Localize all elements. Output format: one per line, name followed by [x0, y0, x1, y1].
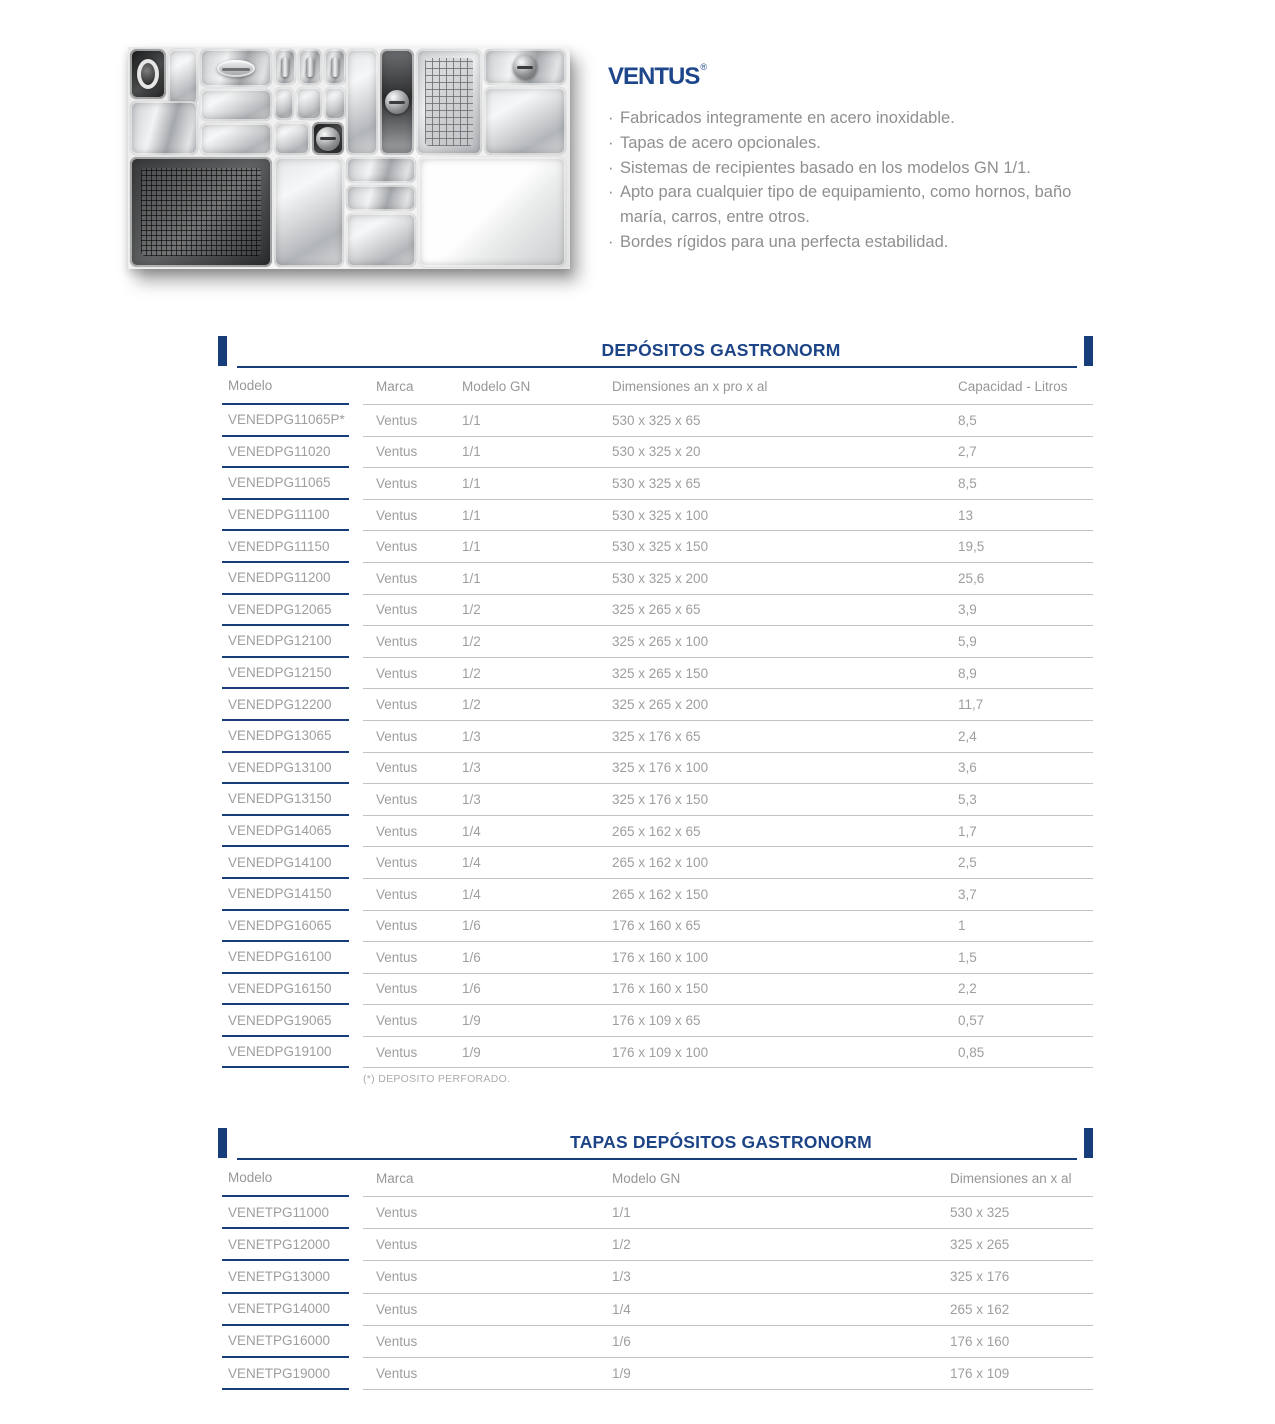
value-cell: 325 x 265 x 100 [612, 633, 709, 649]
column-header-dimensiones: Dimensiones an x pro x al [612, 378, 768, 394]
table-row [218, 1229, 1093, 1261]
value-cell: Ventus [376, 1269, 418, 1285]
wire-basket [416, 49, 482, 155]
value-cell: 1/4 [462, 823, 481, 839]
value-cell: 325 x 265 x 65 [612, 602, 701, 618]
value-cell: 530 x 325 x 65 [612, 475, 701, 491]
value-cell: 265 x 162 [950, 1301, 1010, 1317]
registered-mark: ® [700, 62, 707, 72]
value-cell: Ventus [376, 918, 418, 934]
value-cell: 3,6 [958, 760, 977, 776]
table-row [218, 1294, 1093, 1326]
table-row [218, 658, 1093, 690]
depositos-footnote: (*) DEPOSITO PERFORADO. [363, 1073, 511, 1086]
value-cell: 530 x 325 x 150 [612, 539, 709, 555]
model-cell: VENEDPG14100 [222, 847, 349, 879]
value-cell: 13 [958, 507, 974, 523]
tapas-title: TAPAS DEPÓSITOS GASTRONORM [570, 1132, 872, 1152]
small-pan [296, 87, 322, 120]
value-cell: 1/1 [462, 539, 481, 555]
value-cell: Ventus [376, 823, 418, 839]
feature-item: · Apto para cualquier tipo de equipamiento, como hornos, baño maría, carros, entre otros. [606, 180, 1080, 230]
value-cell: 265 x 162 x 150 [612, 886, 709, 902]
column-header-modelo-gn: Modelo GN [612, 1170, 681, 1186]
pan [484, 87, 566, 155]
value-cell: Ventus [376, 1333, 418, 1349]
model-cell: VENEDPG12200 [222, 689, 349, 721]
table-row [218, 595, 1093, 627]
table-row [218, 500, 1093, 532]
value-cell: 530 x 325 [950, 1205, 1010, 1221]
value-cell: 325 x 176 x 65 [612, 728, 701, 744]
value-cell: 2,7 [958, 444, 977, 460]
feature-list [606, 106, 1080, 255]
pan-handle-icon [137, 59, 159, 89]
value-cell: 1/9 [462, 1044, 481, 1060]
value-cell: 176 x 109 [950, 1366, 1010, 1382]
value-cell: 1/4 [462, 886, 481, 902]
column-header-marca: Marca [376, 378, 414, 394]
value-cell: 1/9 [612, 1366, 631, 1382]
small-lid [324, 49, 346, 85]
value-cell: 176 x 109 x 65 [612, 1013, 701, 1029]
value-cell: Ventus [376, 697, 418, 713]
depositos-header-row [218, 368, 1093, 405]
column-header-modelo-gn: Modelo GN [462, 378, 531, 394]
model-cell: VENEDPG11065P* [222, 405, 349, 437]
value-cell: 2,2 [958, 981, 977, 997]
accent-bar-right [1084, 1128, 1093, 1158]
table-row [218, 563, 1093, 595]
value-cell: Ventus [376, 1044, 418, 1060]
model-cell: VENEDPG19100 [222, 1037, 349, 1069]
value-cell: 1/6 [612, 1333, 631, 1349]
value-cell: 0,57 [958, 1013, 985, 1029]
model-cell: VENEDPG16065 [222, 911, 349, 943]
model-cell: VENEDPG14150 [222, 879, 349, 911]
value-cell: 325 x 176 [950, 1269, 1010, 1285]
value-cell: 2,4 [958, 728, 977, 744]
value-cell: 265 x 162 x 100 [612, 855, 709, 871]
value-cell: 8,9 [958, 665, 977, 681]
model-cell: VENEDPG11200 [222, 563, 349, 595]
accent-bar-right [1084, 336, 1093, 366]
value-cell: 530 x 325 x 65 [612, 412, 701, 428]
table-row [218, 879, 1093, 911]
value-cell: 1/4 [612, 1301, 631, 1317]
lid-with-handle [200, 49, 272, 87]
ventus-logo-text: VENTUS [608, 63, 700, 90]
lid-with-screw [312, 122, 344, 155]
value-cell: Ventus [376, 475, 418, 491]
value-cell: 1/1 [462, 507, 481, 523]
value-cell: 176 x 160 x 100 [612, 949, 709, 965]
table-row [218, 847, 1093, 879]
table-row [218, 531, 1093, 563]
value-cell: Ventus [376, 1301, 418, 1317]
pan-handle-icon [385, 90, 409, 114]
feature-item: · Bordes rígidos para una perfecta estabilidad. [606, 230, 1080, 255]
depositos-table-body [218, 405, 1093, 1068]
value-cell: 3,7 [958, 886, 977, 902]
table-row [218, 1261, 1093, 1293]
value-cell: Ventus [376, 1205, 418, 1221]
small-pan [324, 87, 346, 120]
wide-pan [200, 89, 272, 121]
value-cell: 1,5 [958, 949, 977, 965]
title-rule [237, 1158, 1077, 1160]
tall-lid-with-screw [380, 49, 414, 155]
model-cell: VENETPG12000 [222, 1229, 349, 1261]
value-cell: Ventus [376, 1013, 418, 1029]
small-pan [274, 122, 310, 155]
value-cell: 325 x 265 [950, 1237, 1010, 1253]
value-cell: 1/1 [462, 412, 481, 428]
perforated-pan [130, 157, 272, 267]
value-cell: 1/2 [462, 602, 481, 618]
pan [274, 157, 344, 267]
value-cell: 530 x 325 x 20 [612, 444, 701, 460]
tapas-section [218, 1128, 1093, 1390]
model-cell: VENETPG13000 [222, 1261, 349, 1293]
value-cell: 5,9 [958, 633, 977, 649]
model-cell: VENEDPG12065 [222, 595, 349, 627]
feature-item: · Tapas de acero opcionales. [606, 131, 1080, 156]
value-cell: 3,9 [958, 602, 977, 618]
value-cell: 325 x 176 x 100 [612, 760, 709, 776]
column-header-dimensiones: Dimensiones an x al [950, 1170, 1072, 1186]
model-cell: VENEDPG11100 [222, 500, 349, 532]
value-cell: 1/2 [462, 697, 481, 713]
value-cell: 176 x 109 x 100 [612, 1044, 709, 1060]
model-cell: VENEDPG13065 [222, 721, 349, 753]
large-pan [418, 157, 566, 267]
table-row [218, 437, 1093, 469]
value-cell: 176 x 160 x 65 [612, 918, 701, 934]
value-cell: 176 x 160 [950, 1333, 1010, 1349]
pan-handle-icon [316, 127, 340, 151]
model-cell: VENEDPG19065 [222, 1005, 349, 1037]
value-cell: 530 x 325 x 100 [612, 507, 709, 523]
column-header-modelo: Modelo [222, 1160, 349, 1197]
small-lid [274, 49, 296, 85]
narrow-pan [168, 49, 198, 105]
table-row [218, 468, 1093, 500]
table-row [218, 784, 1093, 816]
table-row [218, 1326, 1093, 1358]
value-cell: 1/1 [612, 1205, 631, 1221]
value-cell: 265 x 162 x 65 [612, 823, 701, 839]
value-cell: 1/6 [462, 918, 481, 934]
model-cell: VENEDPG11065 [222, 468, 349, 500]
shallow-pan [346, 185, 416, 211]
table-row [218, 405, 1093, 437]
value-cell: 325 x 176 x 150 [612, 791, 709, 807]
value-cell: 25,6 [958, 570, 985, 586]
table-row [218, 753, 1093, 785]
model-cell: VENEDPG16150 [222, 974, 349, 1006]
table-row [218, 689, 1093, 721]
table-row [218, 974, 1093, 1006]
model-cell: VENEDPG16100 [222, 942, 349, 974]
value-cell: 19,5 [958, 539, 985, 555]
value-cell: 1/1 [462, 444, 481, 460]
product-photo [128, 47, 570, 269]
model-cell: VENETPG11000 [222, 1197, 349, 1229]
ventus-logo [608, 62, 707, 91]
table-row [218, 626, 1093, 658]
feature-item: · Fabricados integramente en acero inoxidable. [606, 106, 1080, 131]
value-cell: 1/6 [462, 981, 481, 997]
model-cell: VENEDPG14065 [222, 816, 349, 848]
accent-bar-left [218, 336, 227, 366]
shallow-pan [346, 157, 416, 183]
pan [130, 101, 198, 155]
value-cell: 1/1 [462, 475, 481, 491]
model-cell: VENETPG14000 [222, 1294, 349, 1326]
table-row [218, 942, 1093, 974]
value-cell: Ventus [376, 949, 418, 965]
table-row [218, 1358, 1093, 1390]
value-cell: 530 x 325 x 200 [612, 570, 709, 586]
lid-with-screw [484, 49, 566, 85]
pan-handle-icon [217, 60, 255, 77]
value-cell: 1/3 [462, 728, 481, 744]
value-cell: 176 x 160 x 150 [612, 981, 709, 997]
small-lid [298, 49, 322, 85]
pan-handle-icon [513, 55, 537, 79]
value-cell: 8,5 [958, 475, 977, 491]
value-cell: 1/2 [462, 633, 481, 649]
value-cell: Ventus [376, 570, 418, 586]
tapas-header-row [218, 1160, 1093, 1197]
value-cell: 1/9 [462, 1013, 481, 1029]
title-rule [237, 366, 1077, 368]
pan-handle-icon [306, 57, 314, 77]
value-cell: 1/3 [462, 791, 481, 807]
wide-pan [200, 123, 272, 155]
value-cell: 1/4 [462, 855, 481, 871]
value-cell: 2,5 [958, 855, 977, 871]
tall-pan [346, 49, 378, 155]
value-cell: 1/6 [462, 949, 481, 965]
value-cell: Ventus [376, 886, 418, 902]
value-cell: 5,3 [958, 791, 977, 807]
depositos-section-header [218, 336, 1093, 368]
value-cell: Ventus [376, 412, 418, 428]
column-header-marca: Marca [376, 1170, 414, 1186]
table-row [218, 1005, 1093, 1037]
value-cell: 1/1 [462, 570, 481, 586]
table-row [218, 721, 1093, 753]
small-pan [274, 87, 294, 120]
value-cell: Ventus [376, 791, 418, 807]
value-cell: 0,85 [958, 1044, 985, 1060]
value-cell: 1/2 [462, 665, 481, 681]
value-cell: 325 x 265 x 150 [612, 665, 709, 681]
pan-handle-icon [331, 57, 339, 77]
tapas-section-header [218, 1128, 1093, 1160]
value-cell: Ventus [376, 507, 418, 523]
model-cell: VENEDPG11150 [222, 531, 349, 563]
accent-bar-left [218, 1128, 227, 1158]
model-cell: VENEDPG12100 [222, 626, 349, 658]
depositos-section [218, 336, 1093, 1085]
table-row [218, 1197, 1093, 1229]
model-cell: VENEDPG12150 [222, 658, 349, 690]
value-cell: Ventus [376, 1237, 418, 1253]
table-row [218, 911, 1093, 943]
value-cell: Ventus [376, 602, 418, 618]
model-cell: VENETPG16000 [222, 1326, 349, 1358]
value-cell: 1/3 [462, 760, 481, 776]
value-cell: 1/2 [612, 1237, 631, 1253]
value-cell: Ventus [376, 981, 418, 997]
value-cell: 1,7 [958, 823, 977, 839]
tapas-table-body [218, 1197, 1093, 1390]
value-cell: 1 [958, 918, 966, 934]
column-header-capacidad: Capacidad - Litros [958, 378, 1068, 394]
feature-item: · Sistemas de recipientes basado en los modelos GN 1/1. [606, 156, 1080, 181]
value-cell: Ventus [376, 444, 418, 460]
small-pan [346, 213, 416, 267]
model-cell: VENEDPG13100 [222, 753, 349, 785]
table-row [218, 816, 1093, 848]
value-cell: Ventus [376, 665, 418, 681]
value-cell: 1/3 [612, 1269, 631, 1285]
model-cell: VENEDPG11020 [222, 437, 349, 469]
dark-pan [130, 49, 166, 99]
column-header-modelo: Modelo [222, 368, 349, 405]
value-cell: Ventus [376, 760, 418, 776]
pan-handle-icon [281, 57, 289, 77]
table-row [218, 1037, 1093, 1069]
value-cell: Ventus [376, 1366, 418, 1382]
value-cell: Ventus [376, 539, 418, 555]
value-cell: 11,7 [958, 697, 984, 713]
model-cell: VENEDPG13150 [222, 784, 349, 816]
value-cell: Ventus [376, 728, 418, 744]
value-cell: 8,5 [958, 412, 977, 428]
value-cell: Ventus [376, 855, 418, 871]
depositos-title: DEPÓSITOS GASTRONORM [601, 340, 841, 360]
value-cell: 325 x 265 x 200 [612, 697, 709, 713]
value-cell: Ventus [376, 633, 418, 649]
model-cell: VENETPG19000 [222, 1358, 349, 1390]
